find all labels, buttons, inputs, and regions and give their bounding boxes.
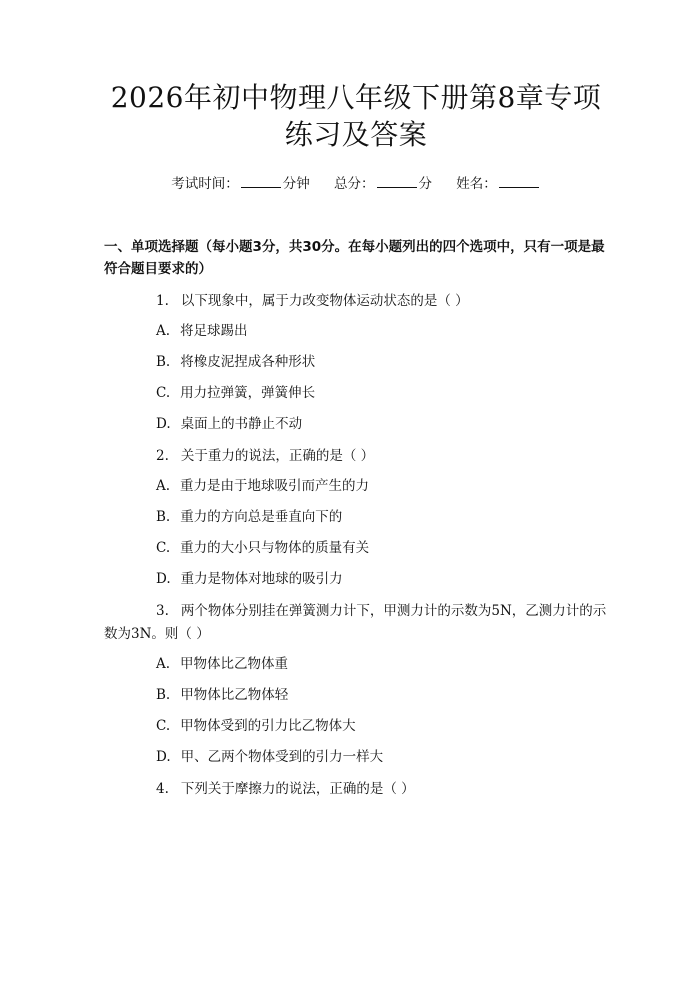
document-page [0,79,700,984]
question-number: 4. [156,781,169,797]
page-title: 2026年初中物理八年级下册第8章专项练习及答案 [110,81,602,151]
option-list [156,654,608,767]
question-item [104,445,608,468]
option-letter: B. [156,687,171,703]
student-name-label: 姓名： [456,176,497,192]
option-letter: A. [156,656,171,672]
option-list [156,321,608,434]
option-text: 甲物体比乙物体重 [180,656,289,672]
option-item [156,747,608,767]
question-item [104,778,608,801]
option-letter: B. [156,509,171,525]
exam-time-field [171,173,310,194]
option-item [156,538,608,558]
option-text: 重力的大小只与物体的质量有关 [180,540,370,556]
option-text: 甲物体比乙物体轻 [180,687,289,703]
option-item [156,685,608,705]
option-item [156,321,608,341]
exam-info-line [104,173,608,194]
question-number: 2. [156,448,169,464]
total-score-label: 总分： [334,176,375,192]
total-score-unit: 分 [418,176,432,192]
option-item [156,507,608,527]
option-text: 重力是由于地球吸引而产生的力 [180,478,370,494]
option-text: 将橡皮泥捏成各种形状 [180,354,316,370]
exam-time-label: 考试时间： [171,176,239,192]
student-name-field [456,173,541,194]
option-text: 甲物体受到的引力比乙物体大 [180,718,356,734]
option-item [156,383,608,403]
exam-time-blank [241,173,281,188]
option-letter: D. [156,749,171,765]
question-text: 以下现象中，属于力改变物体运动状态的是（ ） [180,293,469,309]
option-letter: C. [156,540,171,556]
option-letter: D. [156,416,171,432]
option-item [156,716,608,736]
student-name-blank [499,173,539,188]
option-list [156,476,608,589]
option-text: 重力的方向总是垂直向下的 [180,509,343,525]
option-letter: A. [156,323,171,339]
total-score-field [334,173,432,194]
question-item [104,290,608,313]
exam-time-unit: 分钟 [282,176,310,192]
question-number: 1. [156,293,169,309]
option-text: 重力是物体对地球的吸引力 [180,571,343,587]
option-text: 甲、乙两个物体受到的引力一样大 [180,749,384,765]
option-item [156,414,608,434]
question-text: 关于重力的说法，正确的是（ ） [180,448,375,464]
question-item [104,600,608,646]
option-letter: A. [156,478,171,494]
option-item [156,476,608,496]
option-letter: B. [156,354,171,370]
option-text: 用力拉弹簧，弹簧伸长 [180,385,316,401]
section-heading: 一、单项选择题（每小题3分，共30分。在每小题列出的四个选项中，只有一项是最符合题目要求的） [104,239,605,277]
option-item [156,654,608,674]
question-text: 两个物体分别挂在弹簧测力计下，甲测力计的示数为5N，乙测力计的示数为3N。则（ ） [104,603,607,642]
question-number: 3. [156,603,169,619]
option-letter: C. [156,718,171,734]
option-item [156,352,608,372]
option-letter: C. [156,385,171,401]
option-letter: D. [156,571,171,587]
option-item [156,569,608,589]
option-text: 将足球踢出 [180,323,248,339]
option-text: 桌面上的书静止不动 [180,416,303,432]
question-text: 下列关于摩擦力的说法，正确的是（ ） [180,781,415,797]
total-score-blank [377,173,417,188]
